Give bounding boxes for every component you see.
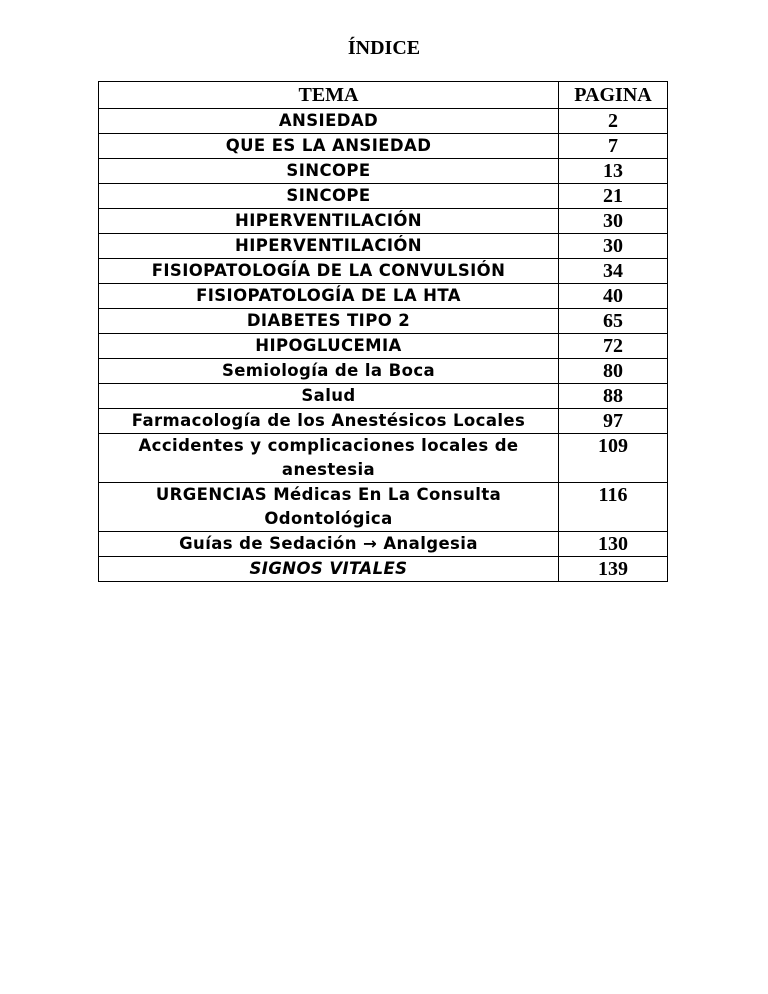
page-cell: 130: [559, 532, 668, 557]
topic-cell: SINCOPE: [99, 184, 559, 209]
page-cell: 65: [559, 309, 668, 334]
table-row: [99, 409, 668, 434]
page-cell: 7: [559, 134, 668, 159]
index-title: ÍNDICE: [347, 37, 421, 59]
page-cell: 139: [559, 557, 668, 582]
topic-cell: FISIOPATOLOGÍA DE LA CONVULSIÓN: [99, 259, 559, 284]
table-row: [99, 384, 668, 409]
topic-cell: DIABETES TIPO 2: [99, 309, 559, 334]
topic-cell: SINCOPE: [99, 159, 559, 184]
topic-cell: Guías de Sedación → Analgesia: [99, 532, 559, 557]
table-row: [99, 259, 668, 284]
page-cell: 88: [559, 384, 668, 409]
topic-cell: Semiología de la Boca: [99, 359, 559, 384]
column-header-topic: TEMA: [99, 82, 559, 109]
page-cell: 13: [559, 159, 668, 184]
topic-cell: URGENCIAS Médicas En La Consulta Odontológica: [99, 483, 559, 532]
topic-cell: QUE ES LA ANSIEDAD: [99, 134, 559, 159]
page-cell: 2: [559, 109, 668, 134]
table-row: [99, 284, 668, 309]
table-row: [99, 159, 668, 184]
table-header-row: [99, 82, 668, 109]
topic-cell: FISIOPATOLOGÍA DE LA HTA: [99, 284, 559, 309]
topic-cell: Salud: [99, 384, 559, 409]
table-row: [99, 557, 668, 582]
page-cell: 109: [559, 434, 668, 483]
topic-cell: ANSIEDAD: [99, 109, 559, 134]
topic-cell: SIGNOS VITALES: [99, 557, 559, 582]
table-row: [99, 309, 668, 334]
topic-cell: HIPERVENTILACIÓN: [99, 209, 559, 234]
page-cell: 97: [559, 409, 668, 434]
table-row: [99, 234, 668, 259]
page-cell: 72: [559, 334, 668, 359]
page-cell: 116: [559, 483, 668, 532]
table-row: [99, 483, 668, 532]
topic-cell: Farmacología de los Anestésicos Locales: [99, 409, 559, 434]
page-cell: 40: [559, 284, 668, 309]
page-cell: 21: [559, 184, 668, 209]
table-row: [99, 532, 668, 557]
column-header-page: PAGINA: [559, 82, 668, 109]
table-row: [99, 184, 668, 209]
page-cell: 80: [559, 359, 668, 384]
table-row: [99, 209, 668, 234]
topic-cell: HIPERVENTILACIÓN: [99, 234, 559, 259]
table-row: [99, 434, 668, 483]
page-cell: 30: [559, 209, 668, 234]
table-row: [99, 134, 668, 159]
table-row: [99, 359, 668, 384]
index-table: [98, 81, 668, 582]
table-row: [99, 334, 668, 359]
topic-cell: HIPOGLUCEMIA: [99, 334, 559, 359]
page-cell: 30: [559, 234, 668, 259]
page-cell: 34: [559, 259, 668, 284]
table-row: [99, 109, 668, 134]
topic-cell: Accidentes y complicaciones locales de anestesia: [99, 434, 559, 483]
